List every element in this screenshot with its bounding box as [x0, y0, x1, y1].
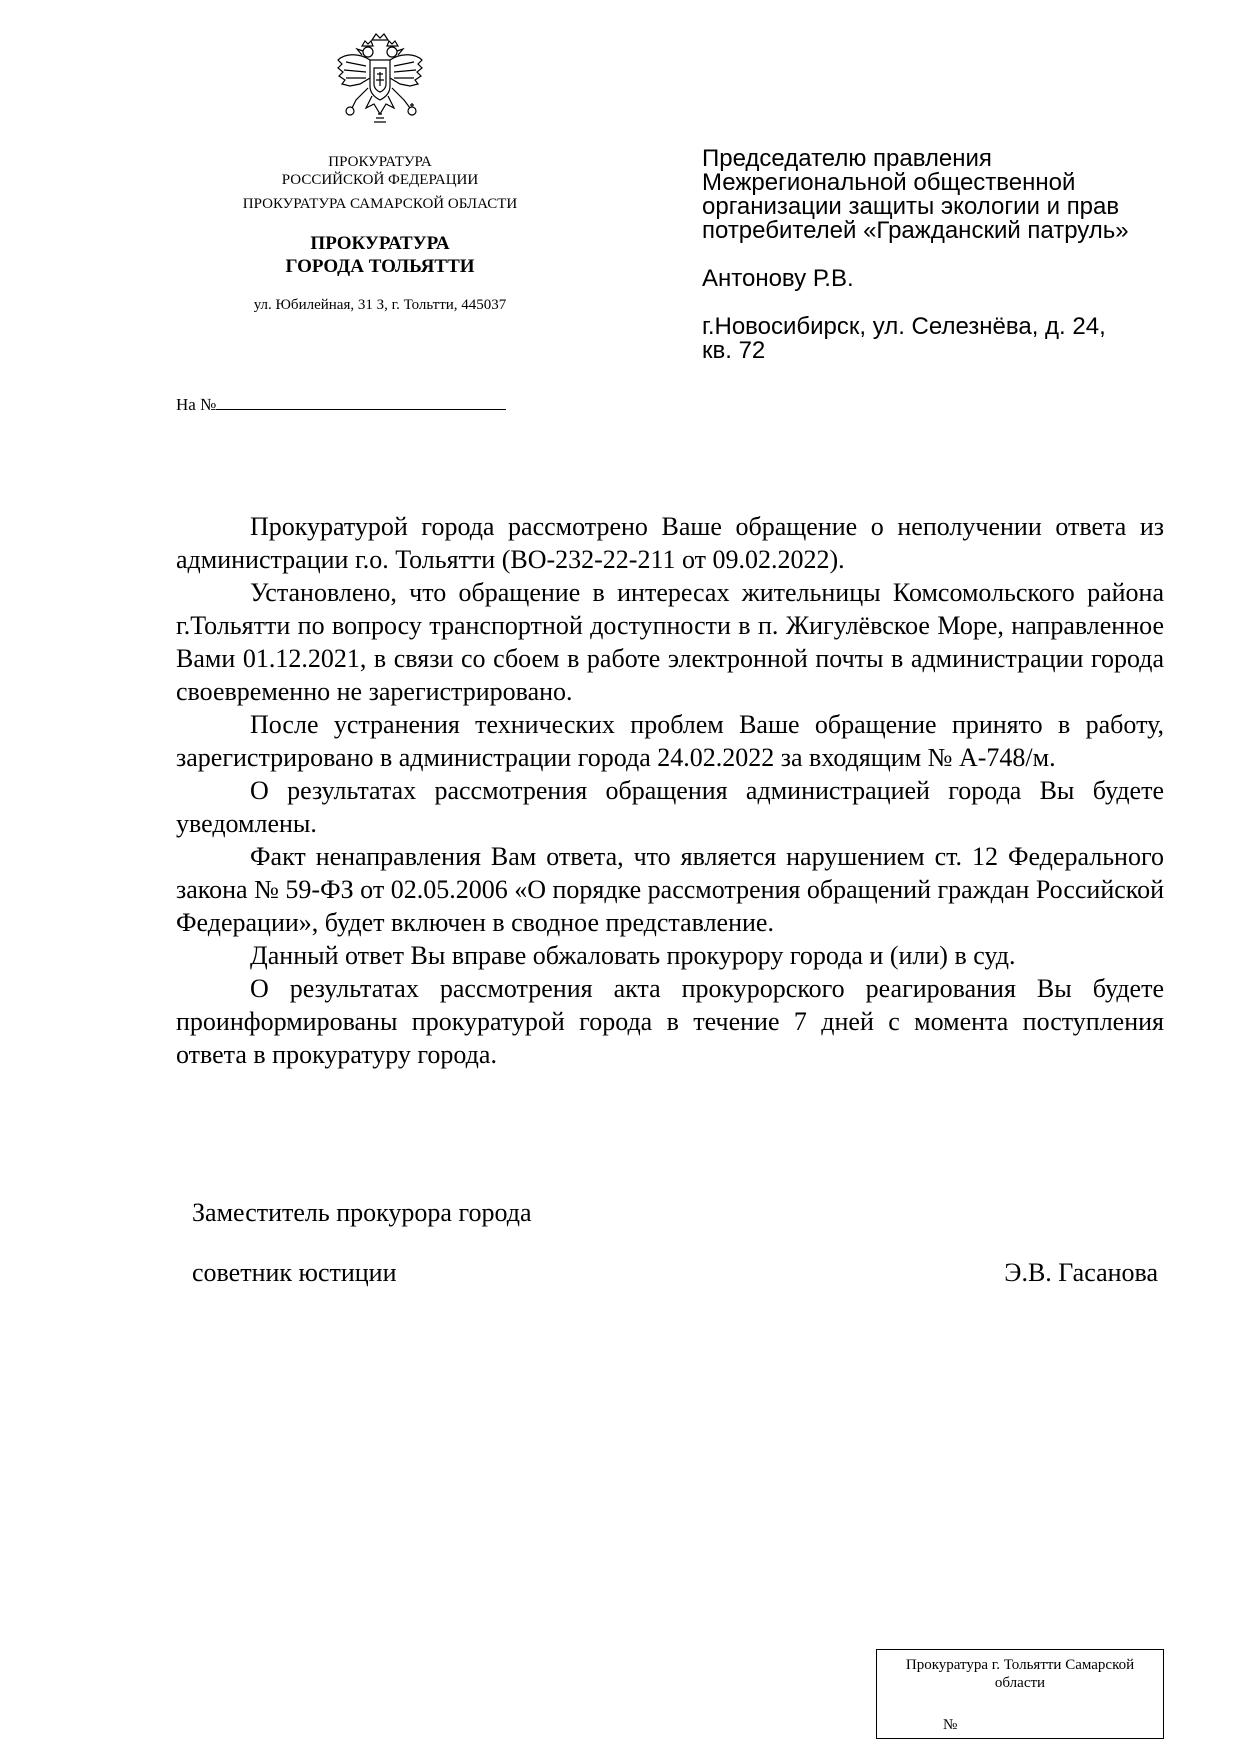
stamp-number-label: №: [943, 1717, 958, 1733]
stamp-line1: Прокуратура г. Тольятти Самарской: [905, 1657, 1135, 1673]
russian-coat-of-arms-icon: [332, 30, 428, 130]
office-address: ул. Юбилейная, 31 З, г. Тольтти, 445037: [253, 297, 507, 313]
body-paragraph: Установлено, что обращение в интересах жительницы Комсомольского района г.Тольятти по вопросу транспортной доступности в п. Жигулёвское Море, направленное Вами 01.12.2021, в связи со сбоем в работе электронной почты в администрации города своевременно не зарегистрировано.: [176, 578, 1164, 706]
body-paragraph: Прокуратурой города рассмотрено Ваше обращение о неполучении ответа из администрации г.о. Тольятти (ВО-232-22-211 от 09.02.2022).: [176, 512, 1164, 574]
addressee-address-line: г.Новосибирск, ул. Селезнёва, д. 24,: [702, 313, 1106, 340]
federal-office-line1: ПРОКУРАТУРА: [328, 154, 432, 170]
registration-stamp: [876, 1649, 1164, 1739]
city-office-line1: ПРОКУРАТУРА: [310, 233, 450, 254]
addressee-block: [702, 147, 1182, 387]
addressee-position-line: Председателю правления: [702, 145, 992, 172]
reference-blank-line: [216, 395, 506, 410]
addressee-position: [702, 147, 1182, 243]
federal-office-name: [180, 153, 580, 189]
body-paragraph: Данный ответ Вы вправе обжаловать прокурору города и (или) в суд.: [250, 941, 1016, 970]
signatory-title: Заместитель прокурора города: [192, 1198, 532, 1227]
addressee-position-line: Межрегиональной общественной: [702, 169, 1076, 196]
city-office-line2: ГОРОДА ТОЛЬЯТТИ: [285, 256, 475, 277]
addressee-name: Антонову Р.В.: [702, 265, 854, 292]
body-paragraph: После устранения технических проблем Ваше обращение принято в работу, зарегистрировано в администрации города 24.02.2022 за входящим № А-748/м.: [176, 710, 1164, 772]
city-office-name: [180, 232, 580, 278]
regional-office-name: ПРОКУРАТУРА САМАРСКОЙ ОБЛАСТИ: [242, 196, 518, 212]
signatory-name: Э.В. Гасанова: [1004, 1258, 1158, 1287]
addressee-position-line: потребителей «Гражданский патруль»: [702, 217, 1129, 244]
body-paragraph: О результатах рассмотрения обращения администрацией города Вы будете уведомлены.: [176, 776, 1164, 838]
reference-label: На №: [176, 395, 217, 414]
body-paragraph: Факт ненаправления Вам ответа, что является нарушением ст. 12 Федерального закона № 59-ФЗ от 02.05.2006 «О порядке рассмотрения обращений граждан Российской Федерации», будет включен в сводное представление.: [176, 842, 1164, 937]
stamp-line2: области: [994, 1675, 1046, 1691]
signatory-rank: советник юстиции: [192, 1258, 397, 1287]
addressee-position-line: организации защиты экологии и прав: [702, 193, 1120, 220]
federal-office-line2: РОССИЙСКОЙ ФЕДЕРАЦИИ: [281, 172, 479, 188]
letter-body: [176, 510, 1164, 1071]
addressee-address: [702, 315, 1182, 363]
addressee-address-line: кв. 72: [702, 337, 766, 364]
reference-number-field: [176, 395, 506, 415]
body-paragraph: О результатах рассмотрения акта прокурорского реагирования Вы будете проинформированы прокуратурой города в течение 7 дней с момента поступления ответа в прокуратуру города.: [176, 974, 1164, 1069]
